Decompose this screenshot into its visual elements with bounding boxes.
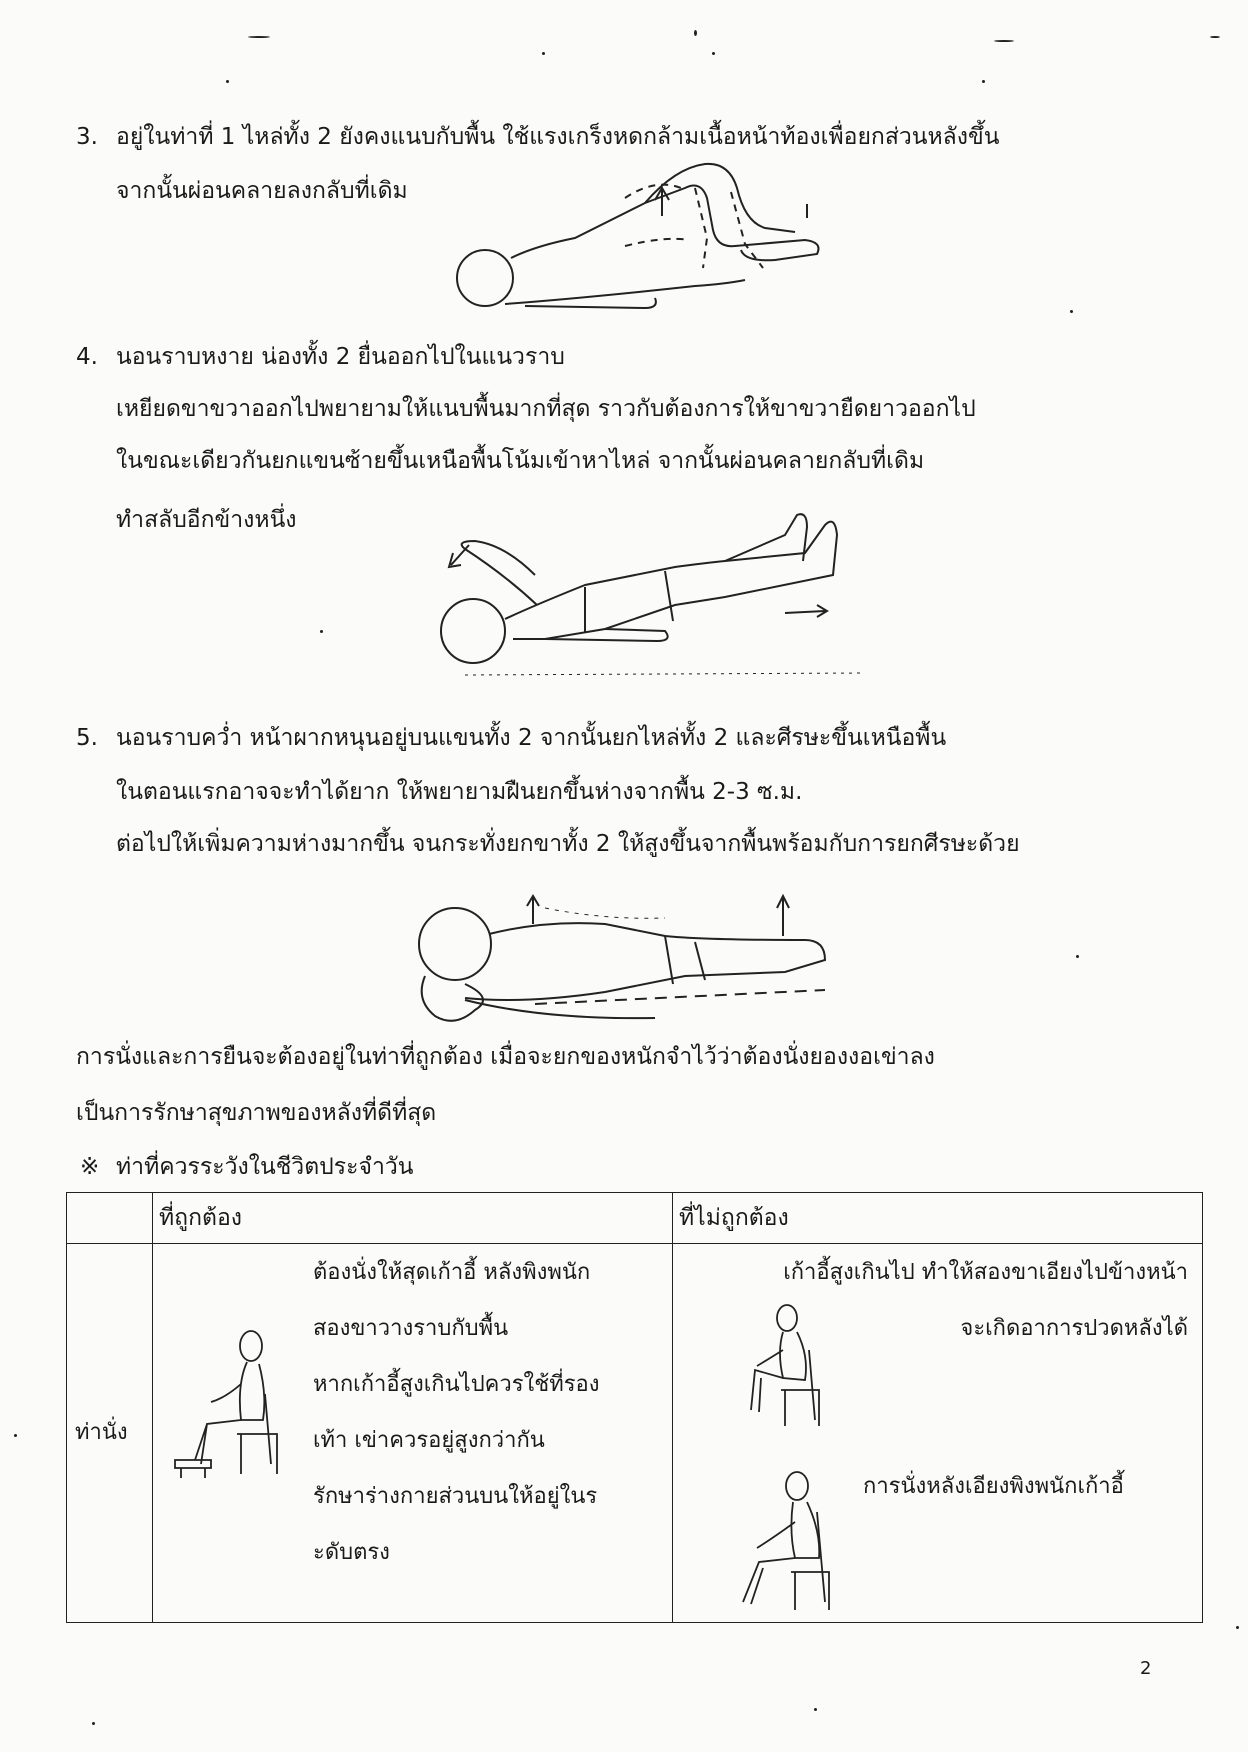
scan-speck <box>982 80 985 83</box>
correct-cell <box>153 1244 673 1623</box>
correct-sitting-illustration <box>171 1324 291 1484</box>
scan-speck <box>92 1722 95 1725</box>
high-chair-illustration <box>743 1300 843 1430</box>
correct-text-line-2: สองขาวางราบกับพื้น <box>313 1316 509 1341</box>
advice-line-1: การนั่งและการยืนจะต้องอยู่ในท่าที่ถูกต้อง เมื่อจะยกของหนักจำไว้ว่าต้องนั่งยองงอเข่าลง <box>76 1044 935 1070</box>
exercise-4-line-2: เหยียดขาขวาออกไปพยายามให้แนบพื้นมากที่สุด ราวกับต้องการให้ขาขวายืดยาวออกไป <box>116 396 976 422</box>
table-header-row <box>67 1193 1203 1244</box>
incorrect-2-text: การนั่งหลังเอียงพิงพนักเก้าอี้ <box>863 1474 1124 1499</box>
scan-speck <box>994 40 1014 42</box>
bridge-exercise-illustration <box>445 158 865 328</box>
note-heading: ท่าที่ควรระวังในชีวิตประจำวัน <box>116 1154 414 1180</box>
scan-speck <box>1070 310 1073 313</box>
incorrect-1-line-1: เก้าอี้สูงเกินไป ทำให้สองขาเอียงไปข้างหน้า <box>783 1260 1188 1285</box>
supine-stretch-illustration <box>425 505 885 685</box>
incorrect-cell <box>673 1244 1203 1623</box>
correct-text-line-3: หากเก้าอี้สูงเกินไปควรใช้ที่รอง <box>313 1372 600 1397</box>
header-correct: ที่ถูกต้อง <box>153 1193 673 1244</box>
exercise-4-line-4: ทำสลับอีกข้างหนึ่ง <box>116 507 297 533</box>
correct-text-line-1: ต้องนั่งให้สุดเก้าอี้ หลังพิงพนัก <box>313 1260 591 1285</box>
scan-speck <box>814 1708 817 1711</box>
row-label-sitting: ท่านั่ง <box>75 1420 128 1445</box>
scan-speck <box>248 36 270 38</box>
exercise-5-number: 5. <box>76 725 98 751</box>
exercise-3-number: 3. <box>76 124 98 150</box>
advice-line-2: เป็นการรักษาสุขภาพของหลังที่ดีที่สุด <box>76 1100 437 1126</box>
scan-speck <box>542 52 545 55</box>
exercise-3-line-1: อยู่ในท่าที่ 1 ไหล่ทั้ง 2 ยังคงแนบกับพื้น ใช้แรงเกร็งหดกล้ามเนื้อหน้าท้องเพื่อยกส่วนหลังขึ้น <box>116 124 1000 150</box>
incorrect-1-line-2: จะเกิดอาการปวดหลังได้ <box>960 1316 1188 1341</box>
exercise-5-line-3: ต่อไปให้เพิ่มความห่างมากขึ้น จนกระทั่งยกขาทั้ง 2 ให้สูงขึ้นจากพื้นพร้อมกับการยกศีรษะด้วย <box>116 831 1020 857</box>
exercise-3-line-2: จากนั้นผ่อนคลายลงกลับที่เดิม <box>116 178 408 204</box>
posture-table <box>66 1192 1203 1623</box>
header-incorrect: ที่ไม่ถูกต้อง <box>673 1193 1203 1244</box>
page-number: 2 <box>1140 1658 1152 1679</box>
note-symbol: ※ <box>80 1154 100 1180</box>
scan-speck <box>14 1434 17 1437</box>
correct-text-line-4: เท้า เข่าควรอยู่สูงกว่ากัน <box>313 1428 545 1453</box>
leaning-back-illustration <box>733 1462 843 1612</box>
exercise-5-line-1: นอนราบคว่ำ หน้าผากหนุนอยู่บนแขนทั้ง 2 จากนั้นยกไหล่ทั้ง 2 และศีรษะขึ้นเหนือพื้น <box>116 725 947 751</box>
correct-text-line-6: ะดับตรง <box>313 1540 390 1565</box>
correct-text-line-5: รักษาร่างกายส่วนบนให้อยู่ในร <box>313 1484 598 1509</box>
scan-speck <box>320 630 323 633</box>
prone-extension-illustration <box>405 880 875 1040</box>
scan-speck <box>694 30 697 36</box>
scan-speck <box>1076 955 1079 958</box>
exercise-4-number: 4. <box>76 344 98 370</box>
exercise-4-line-3: ในขณะเดียวกันยกแขนซ้ายขึ้นเหนือพื้นโน้มเข้าหาไหล่ จากนั้นผ่อนคลายกลับที่เดิม <box>116 448 925 474</box>
scan-speck <box>712 52 715 55</box>
exercise-4-line-1: นอนราบหงาย น่องทั้ง 2 ยื่นออกไปในแนวราบ <box>116 344 565 370</box>
header-empty-cell <box>67 1193 153 1244</box>
scan-speck <box>1210 36 1220 38</box>
scan-speck <box>226 80 229 83</box>
scan-speck <box>1236 1626 1239 1629</box>
table-row <box>67 1244 1203 1623</box>
row-label-cell <box>67 1244 153 1623</box>
exercise-5-line-2: ในตอนแรกอาจจะทำได้ยาก ให้พยายามฝืนยกขึ้นห่างจากพื้น 2-3 ซ.ม. <box>116 779 803 805</box>
